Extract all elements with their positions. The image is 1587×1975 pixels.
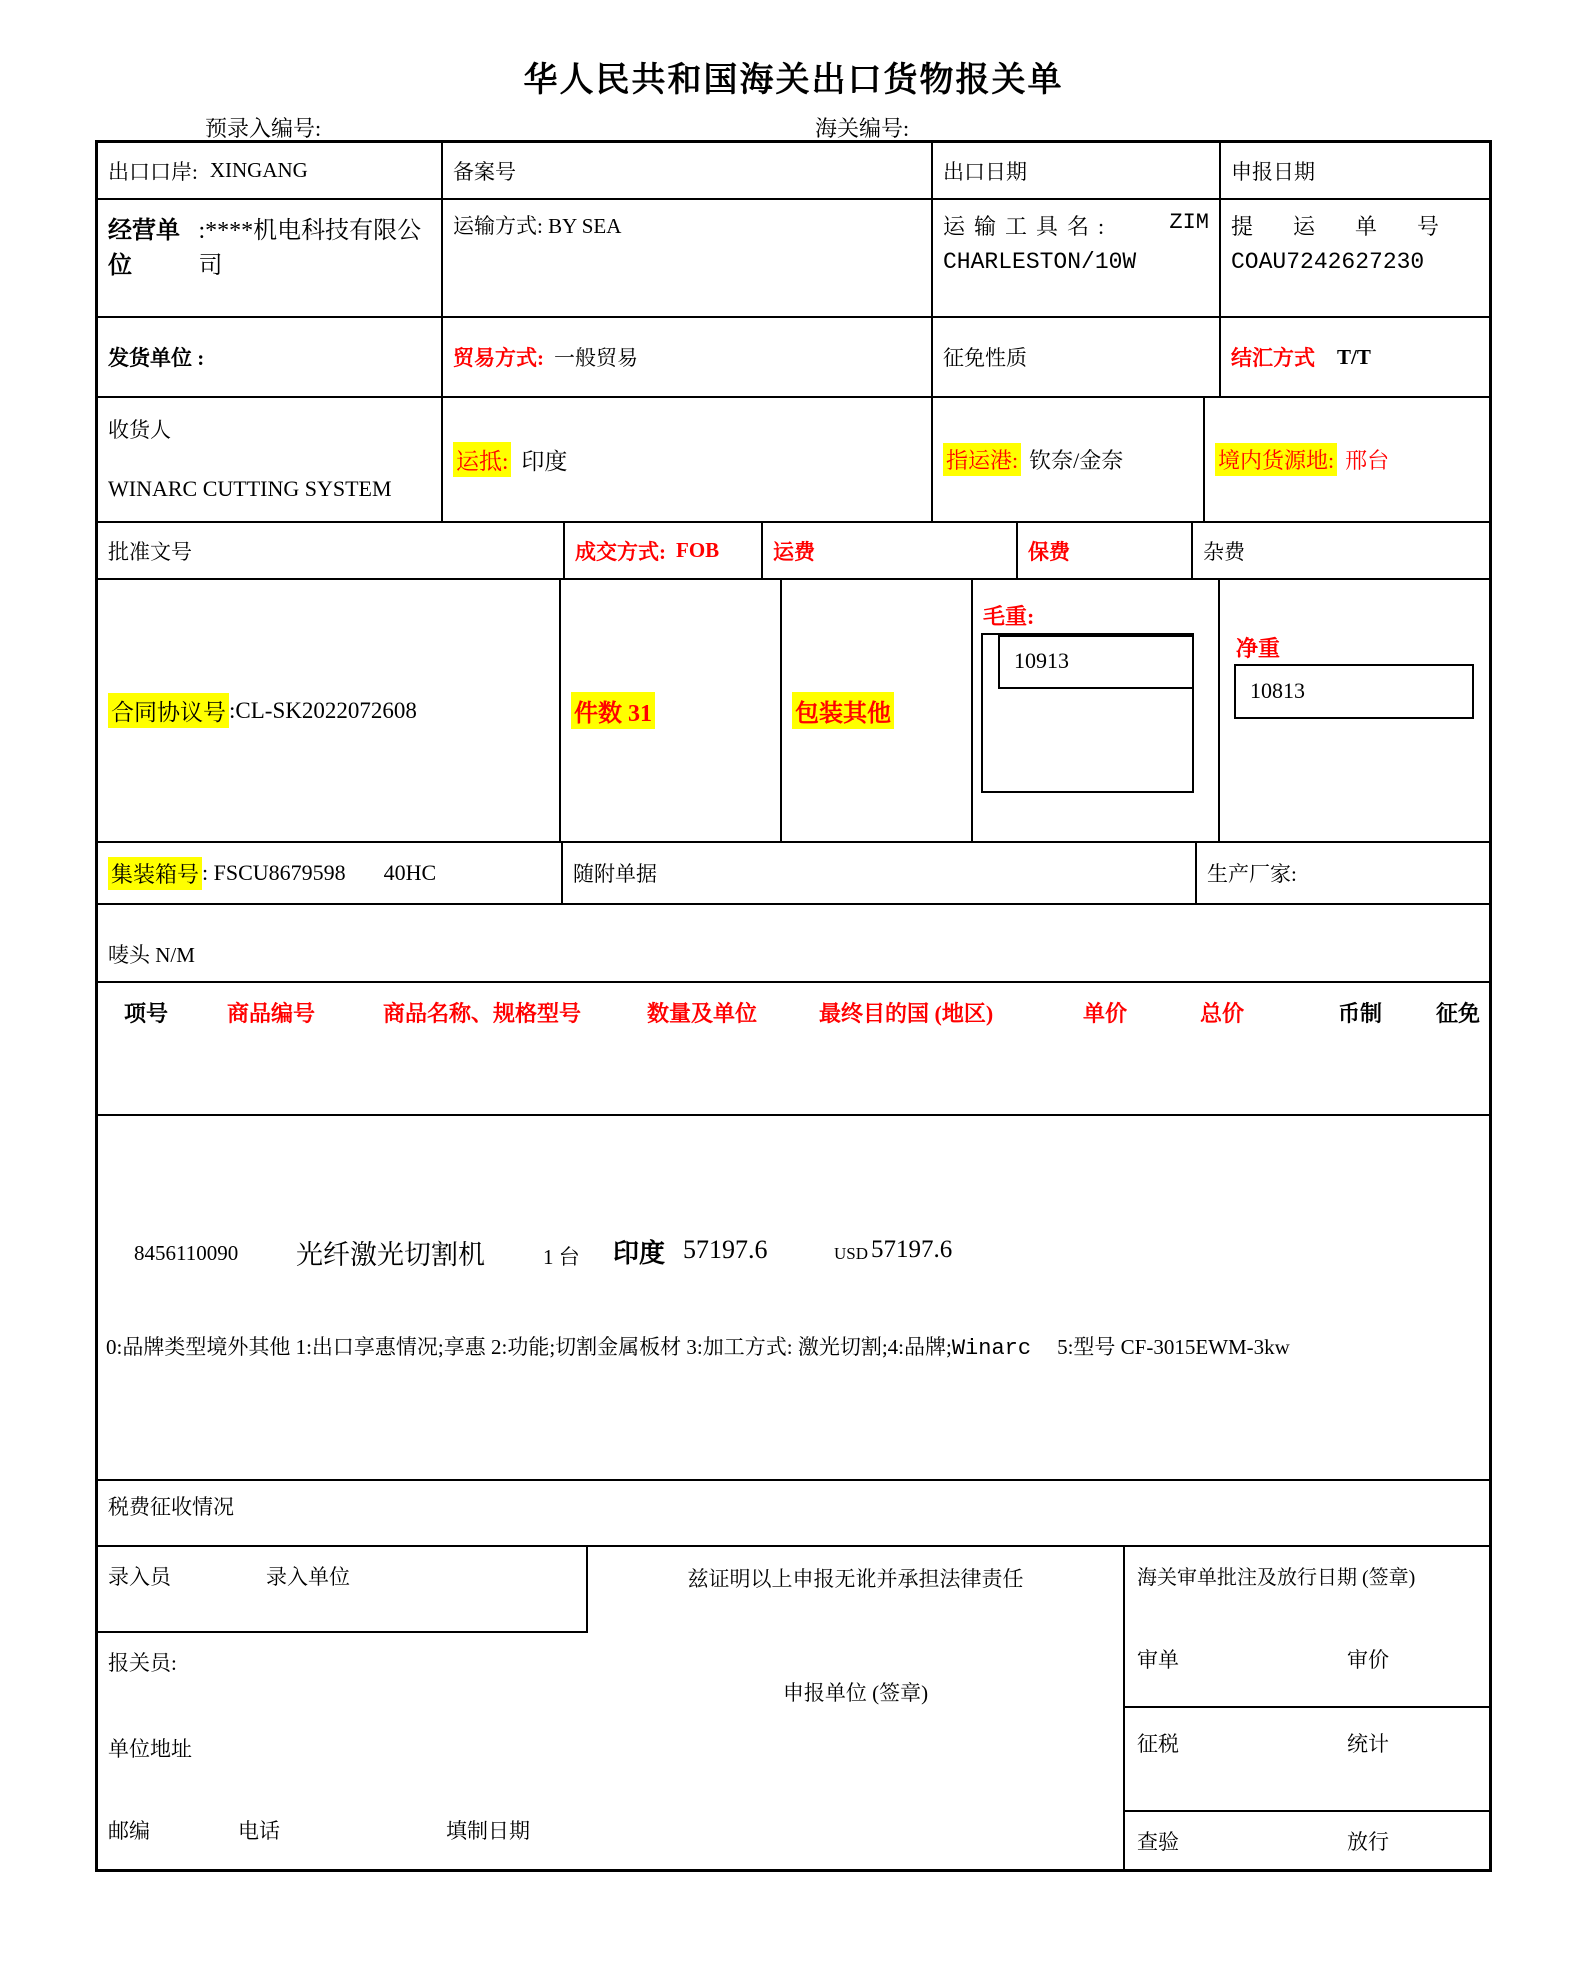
entry-unit-label: 录入单位 bbox=[266, 1565, 350, 1589]
cell-transport-mode bbox=[443, 200, 933, 316]
terms-label: 成交方式: bbox=[575, 539, 666, 564]
operator-label: 经营单位 bbox=[108, 218, 180, 279]
manufacturer-label: 生产厂家: bbox=[1207, 862, 1297, 886]
item-spec-line bbox=[106, 1331, 1484, 1361]
freight-label: 运费 bbox=[773, 539, 815, 564]
cell-domestic-origin bbox=[1205, 398, 1489, 521]
broker-label: 报关员: bbox=[108, 1651, 177, 1675]
tax-status-label: 税费征收情况 bbox=[108, 1495, 234, 1519]
row-export-port bbox=[98, 143, 1489, 200]
customs-note-section bbox=[1125, 1547, 1489, 1708]
item-hs-code: 8456110090 bbox=[134, 1241, 239, 1265]
col-goods-name: 商品名称、规格型号 bbox=[383, 1001, 582, 1026]
item-destination: 印度 bbox=[613, 1239, 666, 1268]
pre-entry-number-label: 预录入编号: bbox=[205, 116, 322, 141]
cell-record-number bbox=[443, 143, 933, 198]
exemption-nature-label: 征免性质 bbox=[943, 346, 1027, 370]
container-size-value: 40HC bbox=[383, 860, 437, 885]
cell-gross-weight bbox=[973, 580, 1220, 841]
consignee-value: WINARC CUTTING SYSTEM bbox=[108, 476, 392, 501]
cell-operator bbox=[98, 200, 443, 316]
vehicle-name-value2: CHARLESTON/10W bbox=[943, 249, 1137, 275]
phone-label: 电话 bbox=[238, 1819, 280, 1843]
col-exemption: 征免 bbox=[1436, 1001, 1481, 1026]
inspection-section bbox=[1125, 1812, 1489, 1869]
consignee-label: 收货人 bbox=[108, 418, 171, 442]
terms-value: FOB bbox=[676, 538, 720, 562]
destination-port-value: 钦奈/金奈 bbox=[1029, 448, 1124, 473]
marks-label: 唛头 N/M bbox=[108, 943, 195, 967]
domestic-origin-label: 境内货源地: bbox=[1215, 443, 1337, 476]
col-quantity: 数量及单位 bbox=[647, 1001, 758, 1026]
declaration-statement: 兹证明以上申报无讹并承担法律责任 bbox=[687, 1567, 1024, 1591]
cell-insurance bbox=[1018, 523, 1193, 578]
cell-misc-fee bbox=[1193, 523, 1489, 578]
cell-container-number bbox=[98, 843, 563, 903]
col-destination: 最终目的国 (地区) bbox=[819, 1001, 994, 1026]
cell-packing bbox=[782, 580, 973, 841]
row-tax-status bbox=[98, 1481, 1489, 1547]
postcode-label: 邮编 bbox=[108, 1819, 150, 1843]
inspect-label: 查验 bbox=[1137, 1830, 1179, 1854]
arrive-country-value: 印度 bbox=[521, 449, 568, 474]
export-date-label: 出口日期 bbox=[943, 159, 1027, 184]
customs-note-label: 海关审单批注及放行日期 (签章) bbox=[1137, 1567, 1416, 1589]
entry-clerk-label: 录入员 bbox=[108, 1565, 171, 1589]
packing-label: 包装其他 bbox=[792, 692, 894, 729]
cell-marks bbox=[98, 905, 1489, 981]
cell-consignee bbox=[98, 398, 443, 521]
transport-mode-label: 运输方式: BY SEA bbox=[453, 214, 622, 238]
gross-weight-input[interactable]: 10913 bbox=[998, 635, 1194, 689]
contract-number-label: 合同协议号 bbox=[108, 693, 229, 728]
item-spec-prefix: 0:品牌类型境外其他 1:出口享惠情况;享惠 2:功能;切割金属板材 3:加工方式: 激光切割;4:品牌; bbox=[106, 1335, 952, 1359]
net-weight-input[interactable]: 10813 bbox=[1234, 664, 1474, 719]
row-terms bbox=[98, 523, 1489, 580]
col-unit-price: 单价 bbox=[1083, 1001, 1128, 1026]
item-unit-price: 57197.6 bbox=[683, 1235, 768, 1264]
row-container bbox=[98, 843, 1489, 905]
cell-trade-mode bbox=[443, 318, 933, 396]
approval-doc-label: 批准文号 bbox=[108, 539, 192, 564]
declare-unit-label: 申报单位 (签章) bbox=[782, 1681, 929, 1705]
unit-address-label: 单位地址 bbox=[108, 1737, 192, 1761]
cell-export-date bbox=[933, 143, 1221, 198]
release-label: 放行 bbox=[1347, 1830, 1389, 1854]
cell-settlement bbox=[1221, 318, 1489, 396]
misc-fee-label: 杂费 bbox=[1203, 539, 1245, 564]
col-currency: 币制 bbox=[1338, 1001, 1383, 1026]
col-hs-code: 商品编号 bbox=[227, 1001, 316, 1026]
trade-mode-value: 一般贸易 bbox=[554, 346, 638, 370]
cell-contract-number bbox=[98, 580, 561, 841]
gross-weight-label: 毛重: bbox=[983, 604, 1035, 629]
cell-attached-documents bbox=[563, 843, 1197, 903]
customs-number-label: 海关编号: bbox=[815, 116, 910, 141]
cell-terms bbox=[565, 523, 763, 578]
cell-export-port bbox=[98, 143, 443, 198]
page-title: 华人民共和国海关出口货物报关单 bbox=[523, 62, 1064, 99]
cell-shipper bbox=[98, 318, 443, 396]
vehicle-name-value: ZIM bbox=[1169, 210, 1209, 235]
stats-label: 统计 bbox=[1347, 1732, 1389, 1756]
row-consignee bbox=[98, 398, 1489, 523]
item-goods-name: 光纤激光切割机 bbox=[296, 1240, 485, 1270]
item-spec-suffix: 5:型号 CF-3015EWM-3kw bbox=[1057, 1335, 1290, 1359]
domestic-origin-value: 邢台 bbox=[1345, 448, 1390, 473]
cell-manufacturer bbox=[1197, 843, 1489, 903]
cell-pieces bbox=[561, 580, 782, 841]
bl-value: COAU7242627230 bbox=[1231, 249, 1425, 275]
declare-date-label: 申报日期 bbox=[1231, 159, 1315, 184]
export-port-label: 出口口岸: bbox=[108, 159, 198, 184]
vehicle-name-label: 运输工具名: bbox=[943, 214, 1114, 239]
container-number-label: 集装箱号 bbox=[108, 857, 202, 890]
row-footer bbox=[98, 1547, 1489, 1869]
row-contract bbox=[98, 580, 1489, 843]
cell-destination-port bbox=[933, 398, 1205, 521]
customs-review-column bbox=[1123, 1547, 1489, 1869]
net-weight-label: 净重 bbox=[1236, 636, 1281, 661]
trade-mode-label: 贸易方式: bbox=[453, 346, 544, 370]
row-shipper bbox=[98, 318, 1489, 398]
cell-bill-of-lading bbox=[1221, 200, 1489, 316]
record-number-label: 备案号 bbox=[453, 159, 516, 184]
vehicle-name-line bbox=[943, 210, 1209, 241]
item-currency: USD bbox=[834, 1244, 869, 1263]
col-total-price: 总价 bbox=[1200, 1001, 1245, 1026]
cell-tax-status bbox=[98, 1481, 1489, 1545]
settlement-label: 结汇方式 bbox=[1231, 346, 1315, 370]
row-marks bbox=[98, 905, 1489, 983]
arrive-country-label: 运抵: bbox=[453, 442, 511, 477]
row-goods-item bbox=[98, 1116, 1489, 1481]
levy-tax-label: 征税 bbox=[1137, 1732, 1179, 1756]
cell-vehicle-name bbox=[933, 200, 1221, 316]
pieces-label: 件数 31 bbox=[571, 692, 655, 729]
operator-value: :****机电科技有限公司 bbox=[198, 218, 422, 279]
shipper-label: 发货单位 : bbox=[108, 346, 205, 370]
declaration-form-table bbox=[95, 140, 1492, 1872]
cell-arrive-country bbox=[443, 398, 933, 521]
tax-section bbox=[1125, 1708, 1489, 1812]
item-total-price: 57197.6 bbox=[871, 1236, 953, 1263]
insurance-label: 保费 bbox=[1028, 539, 1070, 564]
row-operator bbox=[98, 200, 1489, 318]
cell-declare-date bbox=[1221, 143, 1489, 198]
fill-date-label: 填制日期 bbox=[446, 1819, 530, 1843]
destination-port-label: 指运港: bbox=[943, 443, 1021, 476]
bl-label: 提运单号 bbox=[1231, 214, 1480, 239]
col-item-no: 项号 bbox=[124, 1001, 169, 1026]
cell-approval-doc bbox=[98, 523, 565, 578]
review-label: 审单 bbox=[1137, 1648, 1179, 1672]
export-port-value: XINGANG bbox=[209, 158, 308, 182]
cell-freight bbox=[763, 523, 1018, 578]
container-number-value: : FSCU8679598 bbox=[202, 860, 346, 885]
entry-clerk-box bbox=[98, 1547, 588, 1633]
contract-number-value: :CL-SK2022072608 bbox=[229, 697, 417, 723]
cell-exemption-nature bbox=[933, 318, 1221, 396]
cell-net-weight bbox=[1220, 580, 1489, 841]
item-spec-brand: Winarc bbox=[951, 1336, 1032, 1361]
attached-documents-label: 随附单据 bbox=[573, 862, 657, 886]
valuation-label: 审价 bbox=[1347, 1648, 1389, 1672]
settlement-value: T/T bbox=[1337, 344, 1371, 369]
item-quantity: 1 台 bbox=[543, 1245, 580, 1269]
row-goods-header bbox=[98, 983, 1489, 1116]
